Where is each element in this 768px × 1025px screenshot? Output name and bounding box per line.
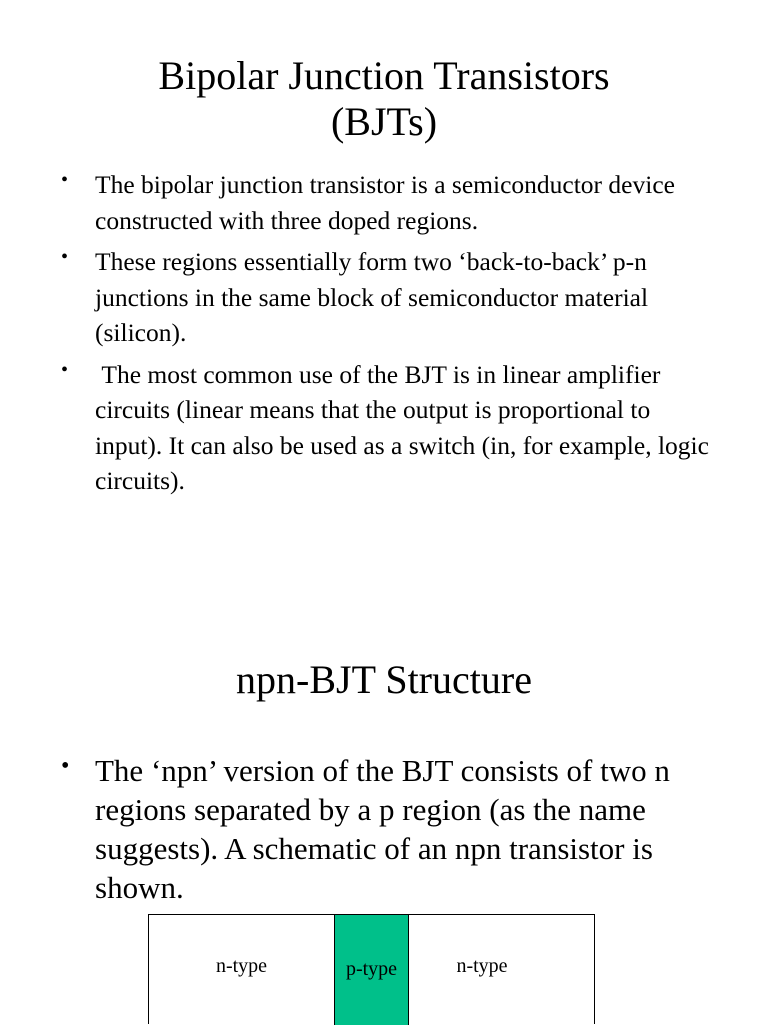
region-label: n-type [456,955,508,977]
bjt-intro-bullet-list [61,167,721,505]
bullet-icon: • [61,246,69,268]
bullet-icon: • [61,753,70,779]
bullet-text: The ‘npn’ version of the BJT consists of two n regions separated by a p region (as the name suggests). A schematic of an npn transistor is shown. [95,753,670,905]
bullet-text: The most common use of the BJT is in linear amplifier circuits (linear means that the output is proportional to input). It can also be used as a switch (in, for example, logic circuits). [95,359,716,495]
bullet-item [61,751,711,907]
n-type-region-right [409,915,555,1025]
slide-title-bjts [0,53,768,145]
bullet-item [61,167,721,238]
slide-title-npn-structure: npn-BJT Structure [236,657,532,702]
bullet-icon: • [61,169,69,191]
bullet-item [61,244,721,351]
bullet-item [61,357,721,499]
region-label: n-type [215,955,268,977]
p-type-region [334,915,409,1025]
npn-schematic-diagram [148,914,595,1024]
title-line-2: (BJTs) [330,99,438,144]
bullet-icon: • [61,358,69,381]
title-line-1: Bipolar Junction Transistors [158,53,610,98]
bullet-text: These regions essentially form two ‘back-to-back’ p-n junctions in the same block of semiconductor material (silicon). [95,247,649,347]
region-label: p-type [345,958,398,980]
npn-bullet-list [61,751,711,907]
n-type-region-left [149,915,334,1025]
bullet-text: The bipolar junction transistor is a semiconductor device constructed with three doped regions. [95,170,675,235]
